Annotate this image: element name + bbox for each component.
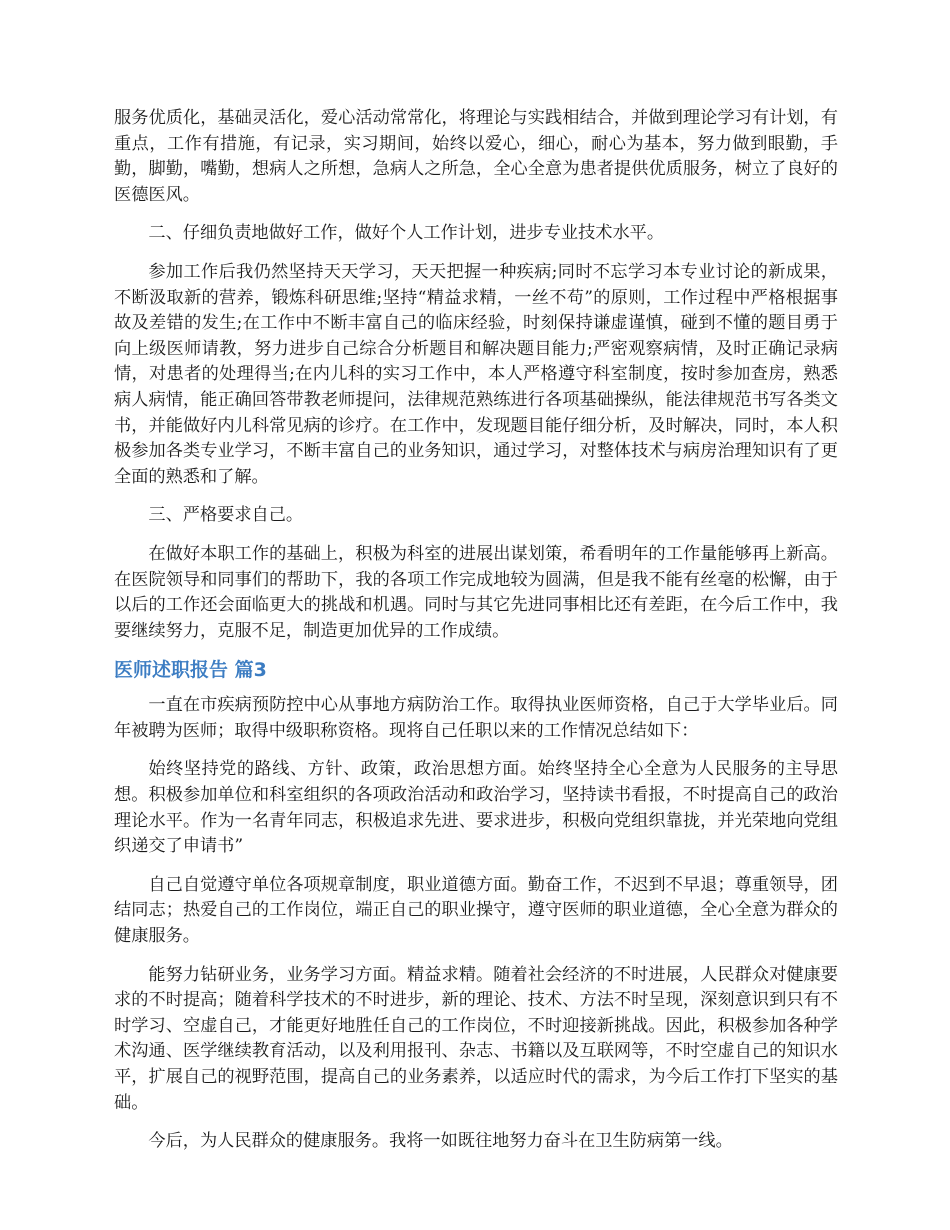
paragraph-business-study: 能努力钻研业务，业务学习方面。精益求精。随着社会经济的不时进展，人民群众对健康要求的不时提高；随着科学技术的不时进步，新的理论、技术、方法不时呈现，深刻意识到只有不时学习、空虚自己，才能更好地胜任自己的工作岗位，不时迎接新挑战。因此，积极参加各种学术沟通、医学继续教育活动，以及利用报刊、杂志、书籍以及互联网等，不时空虚自己的知识水平，扩展自己的视野范围，提高自己的业务素养，以适应时代的需求，为今后工作打下坚实的基础。 bbox=[114, 964, 838, 1113]
paragraph-professional-ethics: 自己自觉遵守单位各项规章制度，职业道德方面。勤奋工作，不迟到不早退；尊重领导，团结同志；热爱自己的工作岗位，端正自己的职业操守，遵守医师的职业道德，全心全意为群众的健康服务。 bbox=[114, 874, 838, 947]
section-heading-two: 二、仔细负责地做好工作，做好个人工作计划，进步专业技术水平。 bbox=[148, 223, 665, 244]
paragraph-intro: 一直在市疾病预防控中心从事地方病防治工作。取得执业医师资格，自己于大学毕业后。同年被聘为医师；取得中级职称资格。现将自己任职以来的工作情况总结如下： bbox=[114, 695, 838, 741]
paragraph-strict-requirements: 在做好本职工作的基础上，积极为科室的进展出谋划策，希看明年的工作量能够再上新高。在医院领导和同事们的帮助下，我的各项工作完成地较为圆满，但是我不能有丝毫的松懈，由于以后的工作还会面临更大的挑战和机遇。同时与其它先进同事相比还有差距，在今后工作中，我要继续努力，克服不足，制造更加优异的工作成绩。 bbox=[114, 543, 838, 641]
section-heading-three: 三、严格要求自己。 bbox=[148, 505, 304, 526]
paragraph-closing: 今后，为人民群众的健康服务。我将一如既往地努力奋斗在卫生防病第一线。 bbox=[148, 1131, 733, 1152]
paragraph-service-quality: 服务优质化，基础灵活化，爱心活动常常化，将理论与实践相结合，并做到理论学习有计划，有重点，工作有措施，有记录，实习期间，始终以爱心，细心，耐心为基本，努力做到眼勤，手勤，脚勤，嘴勤，想病人之所想，急病人之所急，全心全意为患者提供优质服务，树立了良好的医德医风。 bbox=[114, 108, 838, 205]
document-page bbox=[114, 106, 838, 1168]
paragraph-political-thought: 始终坚持党的路线、方针、政策，政治思想方面。始终坚持全心全意为人民服务的主导思想。积极参加单位和科室组织的各项政治活动和政治学习，坚持读书看报，不时提高自己的政治理论水平。作为一名青年同志，积极追求先进、要求进步，积极向党组织靠拢，并光荣地向党组织递交了申请书” bbox=[114, 759, 838, 857]
report-heading: 医师述职报告 篇3 bbox=[114, 659, 267, 682]
paragraph-work-learning: 参加工作后我仍然坚持天天学习，天天把握一种疾病;同时不忘学习本专业讨论的新成果，不断汲取新的营养，锻炼科研思维;坚持“精益求精，一丝不苟”的原则，工作过程中严格根据事故及差错的发生;在工作中不断丰富自己的临床经验，时刻保持谦虚谨慎，碰到不懂的题目勇于向上级医师请教，努力进步自己综合分析题目和解决题目能力;严密观察病情，及时正确记录病情，对患者的处理得当;在内儿科的实习工作中，本人严格遵守科室制度，按时参加查房，熟悉病人病情，能正确回答带教老师提问，法律规范熟练进行各项基础操纵，能法律规范书写各类文书，并能做好内儿科常见病的诊疗。在工作中，发现题目能仔细分析，及时解决，同时，本人积极参加各类专业学习，不断丰富自己的业务知识，通过学习，对整体技术与病房治理知识有了更全面的熟悉和了解。 bbox=[114, 261, 838, 487]
